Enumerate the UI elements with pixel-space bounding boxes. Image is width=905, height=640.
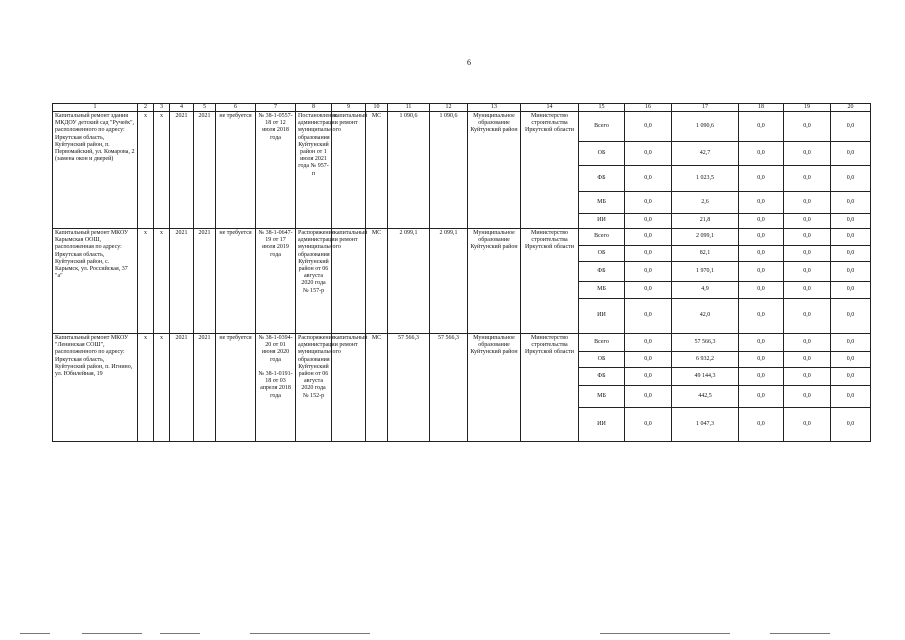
funding-value: 0,0 [831, 112, 871, 142]
funding-value: 0,0 [784, 408, 831, 442]
cell-mark: х [154, 334, 170, 442]
cell-year-start: 2021 [170, 112, 194, 229]
funding-source: ОБ [579, 246, 625, 262]
funding-value: 0,0 [625, 408, 672, 442]
project-name: Капитальный ремонт МКОУ "Ленинская СОШ", расположенного по адресу: Иркутская область, Куйтунский район, п. Игнино, ул. Юбилейная, 19 [53, 334, 138, 442]
column-number: 15 [579, 104, 625, 112]
funding-value: 0,0 [831, 262, 871, 282]
funding-value: 0,0 [784, 262, 831, 282]
funding-value: 42,7 [672, 142, 739, 166]
header-row [53, 104, 871, 112]
funding-value: 0,0 [625, 112, 672, 142]
funding-value: 0,0 [739, 262, 784, 282]
cell-grbs: Министерство строительства Иркутской области [521, 334, 579, 442]
cell-customer: Муниципальное образование Куйтунский район [468, 112, 521, 229]
column-number: 12 [430, 104, 468, 112]
funding-value: 0,0 [625, 214, 672, 229]
funding-value: 42,0 [672, 299, 739, 334]
column-number: 8 [296, 104, 332, 112]
funding-value: 0,0 [831, 192, 871, 214]
funding-value: 49 144,3 [672, 368, 739, 386]
cell-conclusion: № 38-1-0647-19 от 17 июля 2019 года [256, 229, 296, 334]
cell-customer: Муниципальное образование Куйтунский район [468, 334, 521, 442]
cell-cost: 2 099,1 [388, 229, 430, 334]
funding-value: 0,0 [784, 368, 831, 386]
funding-value: 0,0 [739, 246, 784, 262]
project-name: Капитальный ремонт здания МКДОУ детский сад "Ручеёк", расположенного по адресу: Иркутская область, Куйтунский район, п. Первомайский, ул. Комарова, 2 (замена окон и дверей) [53, 112, 138, 229]
funding-value: 0,0 [831, 334, 871, 352]
funding-value: 4,9 [672, 282, 739, 299]
scan-artifact [250, 633, 370, 634]
funding-value: 1 970,1 [672, 262, 739, 282]
funding-value: 0,0 [625, 282, 672, 299]
column-number: 20 [831, 104, 871, 112]
cell-mark: х [138, 112, 154, 229]
funding-value: 6 932,2 [672, 352, 739, 368]
cell-unit: МС [366, 229, 388, 334]
funding-value: 0,0 [739, 282, 784, 299]
funding-value: 57 566,3 [672, 334, 739, 352]
funding-value: 0,0 [739, 112, 784, 142]
funding-source: МБ [579, 282, 625, 299]
cell-unit: МС [366, 334, 388, 442]
column-number: 11 [388, 104, 430, 112]
cell-limit: 1 090,6 [430, 112, 468, 229]
column-number: 4 [170, 104, 194, 112]
table-row [53, 229, 871, 246]
funding-value: 0,0 [831, 166, 871, 192]
funding-value: 1 090,6 [672, 112, 739, 142]
funding-value: 0,0 [831, 408, 871, 442]
funding-value: 2 099,1 [672, 229, 739, 246]
table-body [53, 104, 871, 442]
funding-source: Всего [579, 229, 625, 246]
funding-value: 0,0 [739, 192, 784, 214]
scan-artifact [82, 633, 142, 634]
funding-value: 0,0 [739, 214, 784, 229]
table-row [53, 334, 871, 352]
funding-source: МБ [579, 192, 625, 214]
funding-value: 1 047,3 [672, 408, 739, 442]
funding-source: ОБ [579, 352, 625, 368]
project-name: Капитальный ремонт МКОУ Карымская ООШ, расположенная по адресу: Иркутская область, Куйтунский район, с. Карымск, ул. Российская, 37 "а" [53, 229, 138, 334]
funding-value: 0,0 [831, 299, 871, 334]
cell-mark: х [138, 334, 154, 442]
funding-value: 0,0 [831, 142, 871, 166]
cell-expertise: не требуется [216, 334, 256, 442]
funding-value: 0,0 [739, 368, 784, 386]
column-number: 13 [468, 104, 521, 112]
funding-value: 0,0 [784, 282, 831, 299]
cell-year-end: 2021 [194, 112, 216, 229]
cell-customer: Муниципальное образование Куйтунский район [468, 229, 521, 334]
cell-year-end: 2021 [194, 334, 216, 442]
funding-value: 0,0 [739, 352, 784, 368]
cell-cost: 1 090,6 [388, 112, 430, 229]
funding-value: 0,0 [739, 299, 784, 334]
funding-value: 0,0 [625, 229, 672, 246]
funding-source: Всего [579, 334, 625, 352]
column-number: 2 [138, 104, 154, 112]
column-number: 14 [521, 104, 579, 112]
funding-source: МБ [579, 386, 625, 408]
cell-work-type: капитальный ремонт [332, 334, 366, 442]
funding-value: 0,0 [784, 142, 831, 166]
funding-source: ИИ [579, 408, 625, 442]
funding-value: 0,0 [831, 386, 871, 408]
funding-value: 0,0 [739, 334, 784, 352]
table-row [53, 112, 871, 142]
column-number: 1 [53, 104, 138, 112]
funding-source: ОБ [579, 142, 625, 166]
cell-expertise: не требуется [216, 229, 256, 334]
cell-limit: 2 099,1 [430, 229, 468, 334]
funding-source: ФБ [579, 368, 625, 386]
funding-value: 0,0 [739, 166, 784, 192]
cell-conclusion: № 38-1-0557-18 от 12 июля 2018 года [256, 112, 296, 229]
funding-value: 0,0 [625, 166, 672, 192]
cell-grbs: Министерство строительства Иркутской области [521, 229, 579, 334]
column-number: 17 [672, 104, 739, 112]
funding-value: 0,0 [625, 192, 672, 214]
funding-value: 0,0 [784, 112, 831, 142]
funding-value: 0,0 [739, 408, 784, 442]
funding-value: 0,0 [625, 386, 672, 408]
funding-source: ИИ [579, 214, 625, 229]
cell-decision: Постановление администрации муниципального образования Куйтунский район от 1 июля 2021 года № 957-п [296, 112, 332, 229]
column-number: 16 [625, 104, 672, 112]
cell-grbs: Министерство строительства Иркутской области [521, 112, 579, 229]
page-number: 6 [467, 58, 471, 67]
cell-work-type: капитальный ремонт [332, 229, 366, 334]
funding-value: 0,0 [831, 246, 871, 262]
scan-artifact [160, 633, 200, 634]
funding-value: 0,0 [784, 214, 831, 229]
funding-value: 0,0 [831, 368, 871, 386]
funding-value: 0,0 [625, 299, 672, 334]
scan-artifact [600, 633, 730, 634]
funding-source: Всего [579, 112, 625, 142]
cell-year-start: 2021 [170, 334, 194, 442]
funding-value: 0,0 [831, 214, 871, 229]
column-number: 9 [332, 104, 366, 112]
funding-value: 0,0 [784, 229, 831, 246]
register-table [52, 103, 871, 442]
funding-value: 0,0 [784, 352, 831, 368]
funding-value: 0,0 [784, 166, 831, 192]
cell-cost: 57 566,3 [388, 334, 430, 442]
cell-limit: 57 566,3 [430, 334, 468, 442]
cell-mark: х [138, 229, 154, 334]
funding-value: 0,0 [784, 386, 831, 408]
funding-value: 0,0 [625, 262, 672, 282]
funding-value: 21,8 [672, 214, 739, 229]
column-number: 6 [216, 104, 256, 112]
cell-decision: Распоряжение администрации муниципального образования Куйтунский район от 06 августа 2020 года № 152-р [296, 334, 332, 442]
funding-value: 0,0 [625, 142, 672, 166]
cell-conclusion: № 38-1-0394-20 от 01 июня 2020 года № 38-1-0191-18 от 03 апреля 2018 года [256, 334, 296, 442]
column-number: 19 [784, 104, 831, 112]
scan-artifact [20, 633, 50, 634]
funding-value: 0,0 [625, 352, 672, 368]
cell-unit: МС [366, 112, 388, 229]
funding-source: ИИ [579, 299, 625, 334]
funding-value: 0,0 [784, 192, 831, 214]
funding-value: 0,0 [831, 352, 871, 368]
funding-value: 0,0 [625, 246, 672, 262]
scan-artifact [770, 633, 830, 634]
funding-value: 0,0 [784, 334, 831, 352]
cell-mark: х [154, 112, 170, 229]
column-number: 5 [194, 104, 216, 112]
funding-value: 1 023,5 [672, 166, 739, 192]
column-number: 3 [154, 104, 170, 112]
cell-work-type: капитальный ремонт [332, 112, 366, 229]
column-number: 10 [366, 104, 388, 112]
funding-value: 2,6 [672, 192, 739, 214]
funding-value: 0,0 [739, 142, 784, 166]
cell-mark: х [154, 229, 170, 334]
funding-value: 0,0 [625, 334, 672, 352]
funding-value: 0,0 [739, 386, 784, 408]
column-number: 18 [739, 104, 784, 112]
funding-source: ФБ [579, 262, 625, 282]
funding-value: 0,0 [784, 246, 831, 262]
cell-year-start: 2021 [170, 229, 194, 334]
cell-decision: Распоряжение администрации муниципального образования Куйтунский район от 06 августа 2020 года № 157-р [296, 229, 332, 334]
column-number: 7 [256, 104, 296, 112]
funding-value: 0,0 [739, 229, 784, 246]
funding-source: ФБ [579, 166, 625, 192]
cell-expertise: не требуется [216, 112, 256, 229]
funding-value: 0,0 [625, 368, 672, 386]
funding-value: 442,5 [672, 386, 739, 408]
funding-value: 0,0 [784, 299, 831, 334]
cell-year-end: 2021 [194, 229, 216, 334]
funding-value: 0,0 [831, 282, 871, 299]
funding-value: 0,0 [831, 229, 871, 246]
funding-value: 82,1 [672, 246, 739, 262]
